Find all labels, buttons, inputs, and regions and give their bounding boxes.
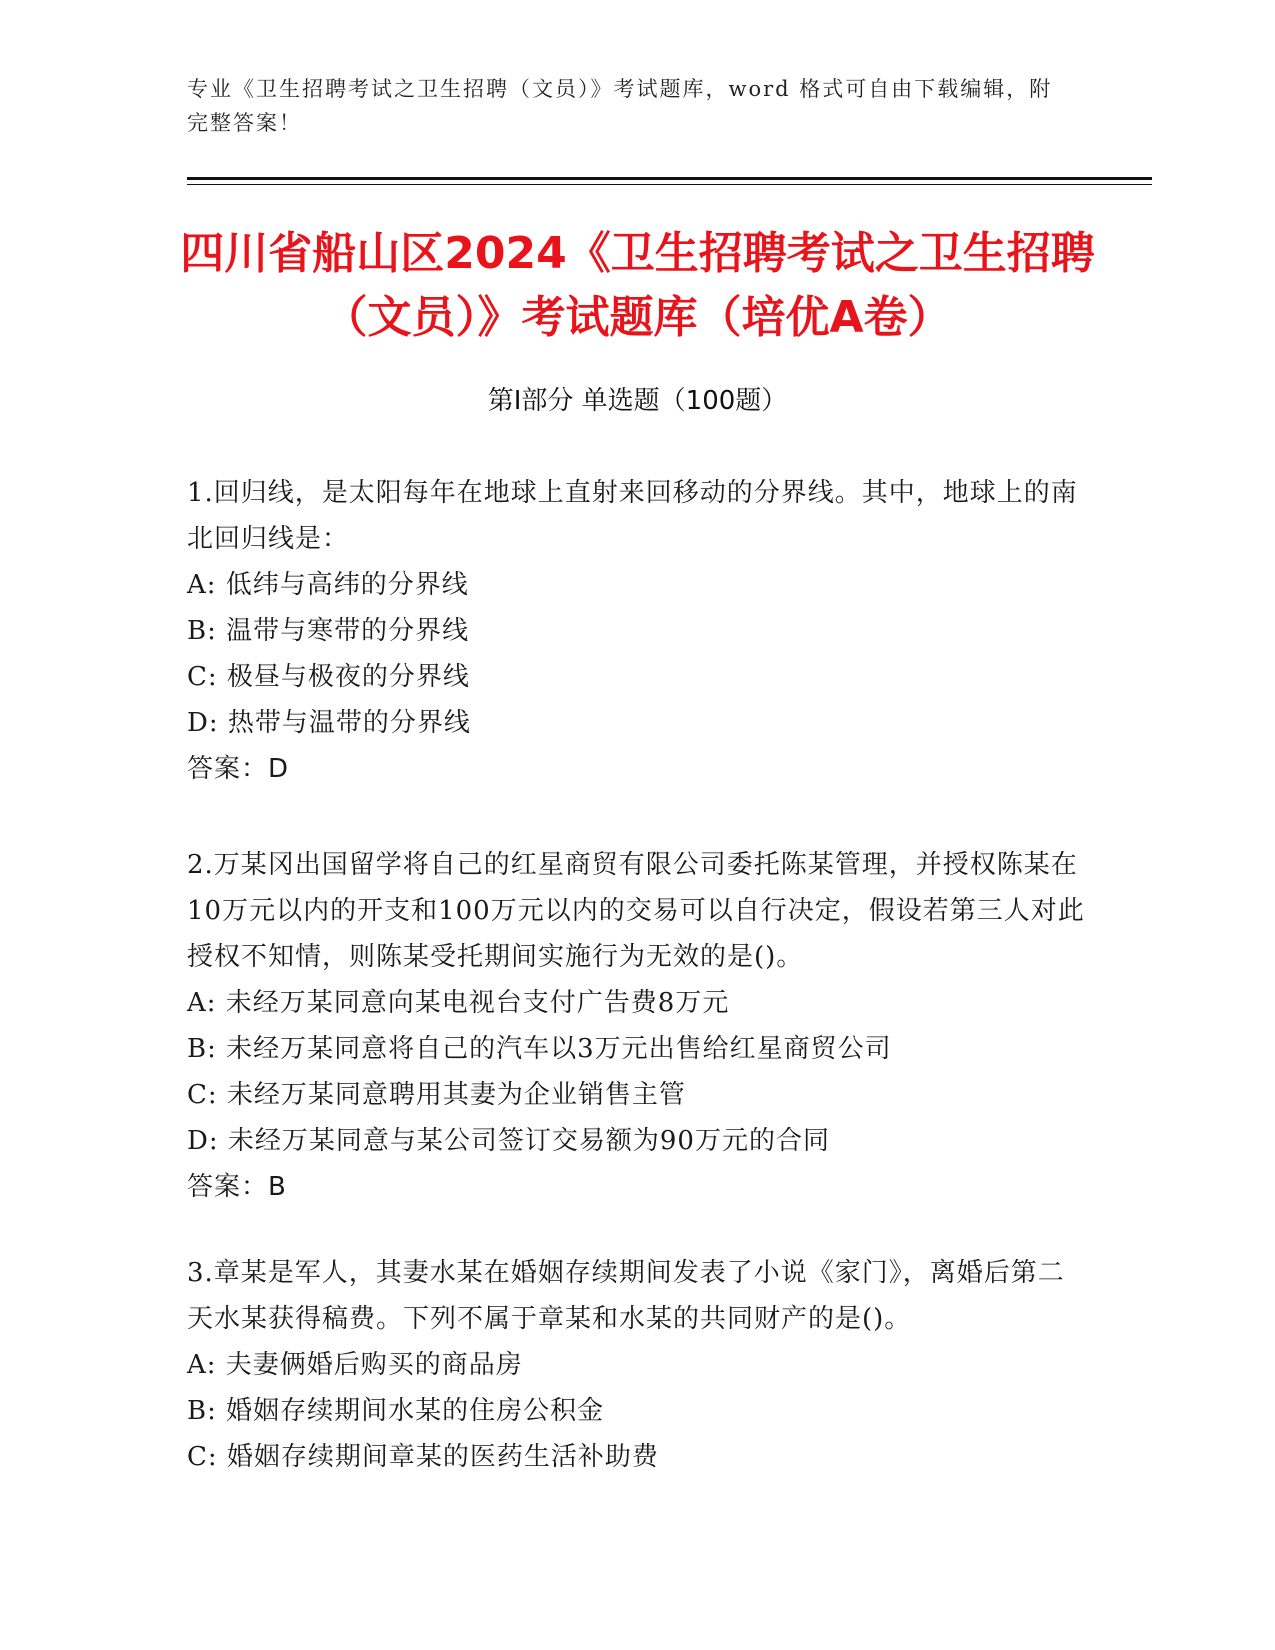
header-divider-thin xyxy=(187,184,1152,185)
question-stem: 1.回归线，是太阳每年在地球上直射来回移动的分界线。其中，地球上的南北回归线是： xyxy=(187,478,1078,554)
answer: 答案：B xyxy=(187,1172,287,1202)
answer: 答案：D xyxy=(187,754,290,784)
option-c: C: 婚姻存续期间章某的医药生活补助费 xyxy=(187,1442,659,1472)
option-a: A: 未经万某同意向某电视台支付广告费8万元 xyxy=(187,988,730,1018)
option-d: D: 未经万某同意与某公司签订交易额为90万元的合同 xyxy=(187,1126,830,1156)
option-c: C: 未经万某同意聘用其妻为企业销售主管 xyxy=(187,1080,686,1110)
question-1 xyxy=(187,470,1087,792)
header-divider-thick xyxy=(187,177,1152,180)
section-title: 第Ⅰ部分 单选题（100题） xyxy=(487,386,788,416)
document-title: 四川省船山区2024《卫生招聘考试之卫生招聘（文员）》考试题库（培优A卷） xyxy=(180,228,1095,343)
header-note: 专业《卫生招聘考试之卫生招聘（文员）》考试题库，word 格式可自由下载编辑，附完整答案！ xyxy=(187,77,1053,135)
question-stem: 3.章某是军人，其妻水某在婚姻存续期间发表了小说《家门》，离婚后第二天水某获得稿费。下列不属于章某和水某的共同财产的是()。 xyxy=(187,1258,1065,1334)
option-b: B: 婚姻存续期间水某的住房公积金 xyxy=(187,1396,605,1426)
question-stem: 2.万某冈出国留学将自己的红星商贸有限公司委托陈某管理，并授权陈某在10万元以内的开支和100万元以内的交易可以自行决定，假设若第三人对此授权不知情，则陈某受托期间实施行为无效的是()。 xyxy=(187,850,1085,972)
option-a: A: 夫妻俩婚后购买的商品房 xyxy=(187,1350,523,1380)
option-c: C: 极昼与极夜的分界线 xyxy=(187,662,470,692)
option-b: B: 温带与寒带的分界线 xyxy=(187,616,470,646)
question-2 xyxy=(187,842,1087,1210)
option-a: A: 低纬与高纬的分界线 xyxy=(187,570,469,600)
option-d: D: 热带与温带的分界线 xyxy=(187,708,471,738)
question-3 xyxy=(187,1250,1087,1480)
option-b: B: 未经万某同意将自己的汽车以3万元出售给红星商贸公司 xyxy=(187,1034,892,1064)
